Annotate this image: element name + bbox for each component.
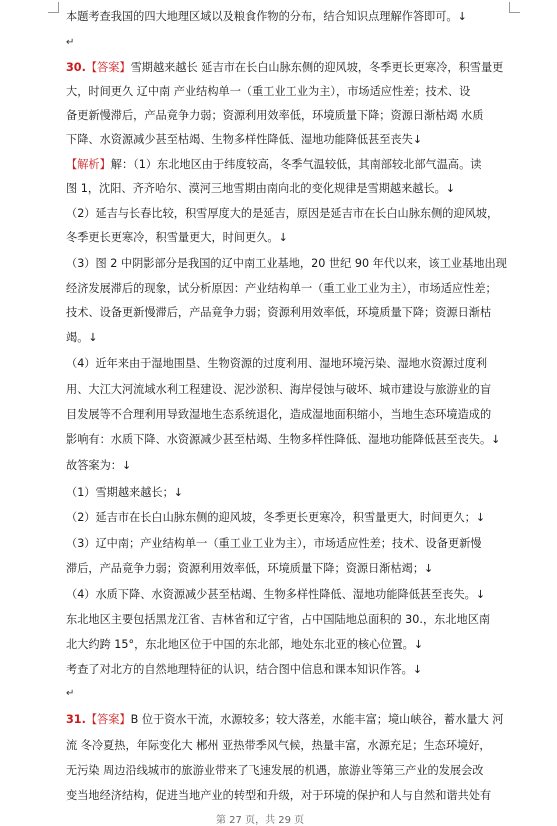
text-line: 东北地区主要包括黑龙江省、吉林省和辽宁省，占中国陆地总面积的 30.，东北地区南: [66, 613, 491, 626]
text-line: （1）雪期越来越长；↓: [66, 486, 184, 499]
text-line: 考查了对北方的自然地理特征的认识，结合图中信息和课本知识作答。↓: [66, 663, 423, 676]
text-line: （2）延吉与长春比较，积雪厚度大的是延吉，原因是延吉市在长白山脉东侧的迎风坡，: [66, 207, 499, 220]
answer-30-line: 30.【答案】雪期越来越长 延吉市在长白山脉东侧的迎风坡，冬季更长更寒冷，积雪量更: [66, 61, 504, 74]
page-footer: 第 27 页，共 29 页: [216, 815, 305, 826]
paragraph-mark: ↵: [66, 688, 75, 699]
text-line: 备更新慢滞后，产品竟争力弱；资源利用效率低，环境质量下降；资源日渐枯竭 水质: [66, 109, 484, 122]
text-line: 下降、水资源减少甚至枯竭、生物多样性降低、湿地功能降低甚至丧失↓: [66, 133, 423, 146]
text-line: 北大约跨 15°，东北地区位于中国的东北部，地处东北亚的核心位置。↓: [66, 638, 424, 651]
text-line: 变当地经济结构，促进当地产业的转型和升级，对于环境的保护和人与自然和谐共处有: [66, 789, 492, 802]
paragraph-mark: ↵: [66, 37, 75, 48]
text-line: （3）辽中南；产业结构单一（重工业工业为主），市场适应性差；技术、设备更新慢: [66, 537, 482, 550]
text-line: 本题考查我国的四大地理区域以及粮食作物的分布，结合知识点理解作答即可。↓: [66, 10, 467, 23]
text-line: 故答案为：↓: [66, 459, 132, 472]
text-line: 图 1，沈阳、齐齐哈尔、漠河三地雪期由南向北的变化规律是雪期越来越长。↓: [66, 182, 456, 195]
text-line: （4）水质下降、水资源减少甚至枯竭、生物多样性降低、湿地功能降低甚至丧失。↓: [66, 588, 486, 601]
text-line: 大，时间更久 辽中南 产业结构单一（重工业工业为主），市场适应性差；技术、设: [66, 85, 471, 98]
answer-31-line: 31.【答案】B 位于资水干流，水源较多；较大落差，水能丰富；境山峡谷，蓄水量大 河: [66, 713, 504, 726]
text-line: 目发展等不合理利用导致湿地生态系统退化，造成湿地面积缩小，当地生态环境造成的: [66, 408, 492, 421]
text-line: 技术、设备更新慢滞后，产品竟争力弱；资源利用效率低，环境质量下降；资源日渐枯: [66, 306, 492, 319]
text-line: 竭。↓: [66, 331, 98, 344]
text-line: 无污染 周边沿线城市的旅游业带来了飞速发展的机遇，旅游业等第三产业的发展会改: [66, 764, 484, 777]
text-line: （2）延吉市在长白山脉东侧的迎风坡，冬季更长更寒冷，积雪量更大，时间更久；↓: [66, 511, 486, 524]
margin-corner-mark: [48, 2, 59, 13]
analysis-30-line: 【解析】解：（1）东北地区由于纬度较高，冬季气温较低，其南部较北部气温高。读: [66, 158, 482, 171]
text-line: （4）近年来由于湿地围垦、生物资源的过度利用、湿地环境污染、湿地水资源过度利: [66, 357, 488, 370]
text-line: 滞后，产品竟争力弱；资源利用效率低，环境质量下降；资源日渐枯竭；↓: [66, 562, 434, 575]
text-line: （3）图 2 中阴影部分是我国的辽中南工业基地，20 世纪 90 年代以来，该工业基地出现: [66, 257, 507, 270]
text-line: 经济发展滞后的现象，试分析原因：产业结构单一（重工业工业为主），市场适应性差；: [66, 282, 497, 295]
text-line: 用、大江大河流域水利工程建设、泥沙淤积、海岸侵蚀与破坏、城市建设与旅游业的盲: [66, 383, 492, 396]
text-line: 影响有：水质下降、水资源减少甚至枯竭、生物多样性降低、湿地功能降低甚至丧失。↓: [66, 433, 501, 446]
text-line: 冬季更长更寒冷，积雪量更大，时间更久。↓: [66, 231, 288, 244]
text-line: 流 冬冷夏热，年际变化大 郴州 亚热带季风气候，热量丰富，水源充足；生态环境好，: [66, 739, 491, 752]
